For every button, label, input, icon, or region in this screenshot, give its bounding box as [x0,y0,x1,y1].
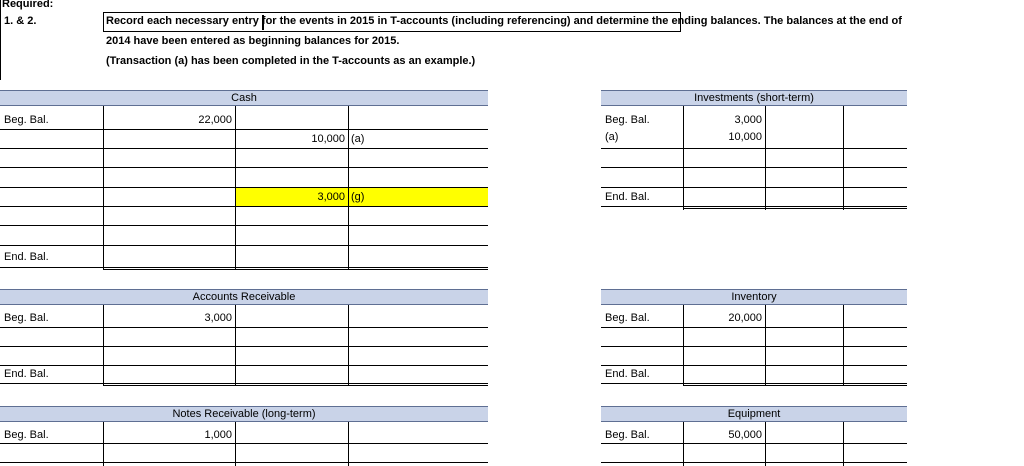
inv-ref-a[interactable]: (a) [605,131,619,143]
cash-credit-g[interactable]: 3,000 [317,191,345,203]
equipment-title: Equipment [727,408,781,420]
inventory-row-line [601,327,907,328]
ar-row-line [0,365,488,366]
inventory-row-line [683,385,907,386]
ar-row-line [0,327,488,328]
equipment-beg-debit[interactable]: 50,000 [728,429,762,441]
cash-credit-a-ref[interactable]: (a) [351,133,365,145]
inv-row-line [683,208,907,209]
equipment-divider-c [843,422,844,466]
inv-debit-a[interactable]: 10,000 [728,131,762,143]
equipment-beg-label: Beg. Bal. [605,429,650,441]
cash-credit-a[interactable]: 10,000 [311,133,345,145]
cash-row-line [0,129,488,130]
inventory-divider-b [765,305,766,385]
inv-row-line [601,206,907,207]
cash-title: Cash [231,92,257,104]
ar-row-line [103,385,488,386]
notes-divider-c [348,422,349,466]
inv-row-line [601,148,907,149]
equipment-divider-b [765,422,766,466]
notes-row-line [0,462,488,463]
cash-beg-debit[interactable]: 22,000 [198,114,232,126]
inventory-row-line [601,383,907,384]
required-label: Required: [2,0,54,10]
cash-row-line [0,148,488,149]
inventory-row-line [601,346,907,347]
inventory-row-line [601,365,907,366]
ar-divider-b [235,305,236,385]
cash-credit-g-ref[interactable]: (g) [351,191,365,203]
ar-row-line [0,346,488,347]
notes-divider-b [235,422,236,466]
notes-beg-label: Beg. Bal. [4,429,49,441]
instruction-line-1: Record each necessary entry for the events in 2015 in T-accounts (including referencing) and determine the ending balances. The balances at the end of [106,15,902,27]
cash-end-label: End. Bal. [4,251,49,263]
inv-end-label: End. Bal. [605,191,650,203]
equipment-row-line [601,462,907,463]
notes-row-line [0,443,488,444]
ar-divider-c [348,305,349,385]
instruction-line-3: (Transaction (a) has been completed in the T-accounts as an example.) [106,55,476,67]
inventory-divider-c [843,305,844,385]
left-edge-line [0,0,1,80]
ar-end-label: End. Bal. [4,368,49,380]
cash-row-line [0,225,488,226]
ar-beg-label: Beg. Bal. [4,312,49,324]
question-number: 1. & 2. [4,15,37,27]
notes-title: Notes Receivable (long-term) [172,408,316,420]
inv-divider-b [765,106,766,210]
inv-beg-label: Beg. Bal. [605,114,650,126]
cash-row-line [103,269,488,270]
inventory-beg-label: Beg. Bal. [605,312,650,324]
inv-divider-c [843,106,844,210]
instruction-line-2: 2014 have been entered as beginning balances for 2015. [106,35,400,47]
inventory-title: Inventory [731,291,777,303]
cash-row-line [0,206,488,207]
ar-title: Accounts Receivable [192,291,296,303]
inventory-beg-debit[interactable]: 20,000 [728,312,762,324]
cash-beg-label: Beg. Bal. [4,114,49,126]
cash-row-line [0,167,488,168]
cash-row-line [0,267,488,268]
cash-row-line [0,245,488,246]
cash-row-line [0,187,488,188]
investments-title: Investments (short-term) [694,92,814,104]
inventory-end-label: End. Bal. [605,368,650,380]
ar-beg-debit[interactable]: 3,000 [204,312,232,324]
notes-beg-debit[interactable]: 1,000 [204,429,232,441]
inv-row-line [601,167,907,168]
inv-row-line [601,187,907,188]
equipment-row-line [601,443,907,444]
ar-row-line [0,383,488,384]
inv-beg-debit[interactable]: 3,000 [734,114,762,126]
